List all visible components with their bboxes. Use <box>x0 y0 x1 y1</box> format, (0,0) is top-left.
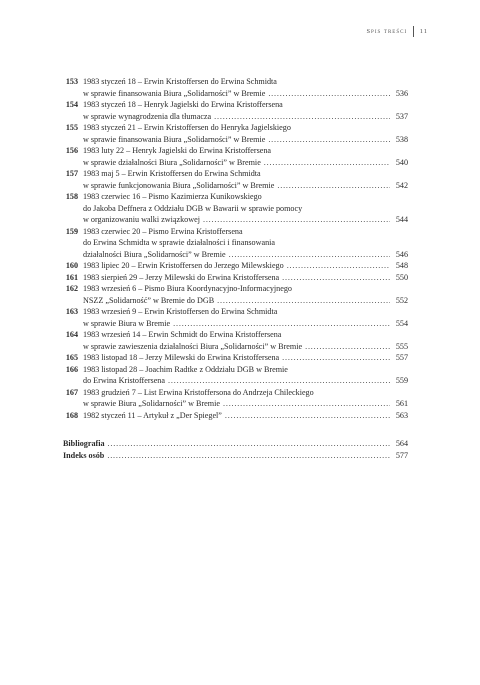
dot-leader <box>282 352 390 364</box>
entry-line <box>83 341 408 353</box>
entry-text: w sprawie finansowania Biura „Solidarności” w Bremie <box>83 134 266 144</box>
entry-page: 557 <box>395 353 408 362</box>
document-number: 157 <box>65 169 78 178</box>
document-number: 153 <box>65 77 78 86</box>
entry-line <box>83 180 408 192</box>
entry-text: 1983 wrzesień 6 – Pismo Biura Koordynacyjno-Informacyjnego <box>83 284 292 293</box>
entry-line <box>83 99 408 111</box>
entry-text: 1983 styczeń 21 – Erwin Kristoffersen do Henryka Jagielskiego <box>83 123 291 132</box>
running-header-title: Spis treści <box>366 28 408 35</box>
dot-leader <box>305 341 390 353</box>
dot-leader <box>214 111 390 123</box>
back-matter-entry <box>63 450 408 462</box>
entry-line <box>83 157 408 169</box>
dot-leader <box>107 450 390 462</box>
dot-leader <box>223 398 390 410</box>
back-matter-page: 564 <box>395 439 408 448</box>
toc-entry <box>63 122 408 145</box>
dot-leader <box>264 157 390 169</box>
dot-leader <box>217 295 390 307</box>
entry-line <box>83 329 408 341</box>
entry-text: do Erwina Schmidta w sprawie działalności i finansowania <box>83 238 276 247</box>
toc-entry <box>63 99 408 122</box>
entry-text: 1983 lipiec 20 – Erwin Kristoffersen do Jerzego Milewskiego <box>83 261 284 270</box>
header-divider <box>413 26 414 37</box>
entry-page: 540 <box>395 157 408 167</box>
entry-page: 537 <box>395 111 408 121</box>
toc-entry <box>63 145 408 168</box>
table-of-contents <box>63 76 408 461</box>
back-matter-title: Indeks osób <box>63 450 105 460</box>
document-number: 158 <box>65 192 78 201</box>
toc-entry <box>63 283 408 306</box>
entry-line <box>83 387 408 399</box>
entry-page: 550 <box>395 272 408 282</box>
entry-text: 1983 wrzesień 14 – Erwin Schmidt do Erwina Kristoffersena <box>83 330 282 339</box>
entry-line <box>83 122 408 134</box>
entry-line <box>83 260 408 272</box>
back-matter-entry <box>63 438 408 450</box>
entry-text: 1983 grudzień 7 – List Erwina Kristoffersona do Andrzeja Chileckiego <box>83 387 314 397</box>
entry-text: w organizowaniu walki związkowej <box>83 215 200 224</box>
entry-text: 1983 styczeń 18 – Erwin Kristoffersen do Erwina Schmidta <box>83 77 277 86</box>
entry-line <box>83 306 408 318</box>
entry-page: 538 <box>395 134 408 144</box>
dot-leader <box>229 249 390 261</box>
toc-entry <box>63 260 408 272</box>
entry-line <box>83 352 408 364</box>
entry-line <box>83 318 408 330</box>
dot-leader <box>282 272 390 284</box>
entry-text: w sprawie Biura „Solidarności” w Bremie <box>83 399 220 408</box>
running-header <box>366 26 428 37</box>
entry-line <box>83 410 408 422</box>
entry-line <box>83 76 408 88</box>
entry-line <box>83 168 408 180</box>
document-number: 166 <box>65 364 78 374</box>
entry-text: w sprawie Biura w Bremie <box>83 318 171 328</box>
entry-text: w sprawie funkcjonowania Biura „Solidarności” w Bremie <box>83 180 275 190</box>
document-number: 159 <box>65 226 78 236</box>
dot-leader <box>287 260 390 272</box>
document-number: 161 <box>65 272 78 282</box>
dot-leader <box>173 318 390 330</box>
dot-leader <box>168 375 390 387</box>
entry-line <box>83 364 408 376</box>
entry-page: 552 <box>395 295 408 305</box>
entry-line <box>83 272 408 284</box>
toc-entry <box>63 272 408 284</box>
entry-text: do Erwina Kristoffersena <box>83 376 165 385</box>
entry-line <box>83 214 408 226</box>
entry-page: 561 <box>395 399 408 408</box>
toc-entry <box>63 410 408 422</box>
entry-page: 546 <box>395 249 408 259</box>
entry-line <box>83 111 408 123</box>
document-number: 162 <box>65 284 78 293</box>
entry-text: 1983 czerwiec 16 – Pismo Kazimierza Kunikowskiego <box>83 192 262 201</box>
entry-text: w sprawie wynagrodzenia dla tłumacza <box>83 111 212 121</box>
dot-leader <box>277 180 390 192</box>
entry-page: 548 <box>395 261 408 270</box>
document-number: 156 <box>65 146 78 155</box>
entry-page: 542 <box>395 180 408 190</box>
toc-entry <box>63 329 408 352</box>
entry-text: 1983 czerwiec 20 – Pismo Erwina Kristoffersena <box>83 226 243 236</box>
entry-text: do Jakoba Deffnera z Oddziału DGB w Bawarii w sprawie pomocy <box>83 203 303 213</box>
entry-line <box>83 134 408 146</box>
entry-page: 559 <box>395 376 408 385</box>
entry-text: 1983 styczeń 18 – Henryk Jagielski do Erwina Kristoffersena <box>83 100 283 109</box>
entry-line <box>83 88 408 100</box>
entry-text: NSZZ „Solidarność” w Bremie do DGB <box>83 295 215 305</box>
entry-line <box>83 203 408 215</box>
entry-text: 1983 listopad 18 – Jerzy Milewski do Erwina Kristoffersena <box>83 353 280 362</box>
page-number: 11 <box>419 28 428 35</box>
entry-page: 563 <box>395 410 408 420</box>
toc-entry <box>63 364 408 387</box>
document-number: 164 <box>65 330 78 339</box>
entry-line <box>83 145 408 157</box>
entry-line <box>83 283 408 295</box>
entry-text: 1982 styczeń 11 – Artykuł z „Der Spiegel” <box>83 410 222 420</box>
dot-leader <box>225 410 390 422</box>
entry-page: 555 <box>395 341 408 351</box>
back-matter-page: 577 <box>395 450 408 460</box>
document-number: 155 <box>65 123 78 132</box>
toc-entry <box>63 168 408 191</box>
entry-text: 1983 maj 5 – Erwin Kristoffersen do Erwina Schmidta <box>83 169 261 178</box>
document-number: 165 <box>65 353 78 362</box>
toc-entry <box>63 306 408 329</box>
section-spacer <box>63 421 408 438</box>
dot-leader <box>203 214 390 226</box>
entry-text: w sprawie zawieszenia działalności Biura „Solidarności” w Bremie <box>83 341 303 351</box>
document-number: 163 <box>65 307 78 316</box>
entry-text: w sprawie działalności Biura „Solidarności” w Bremie <box>83 157 261 167</box>
entry-text: w sprawie finansowania Biura „Solidarności” w Bremie <box>83 88 266 98</box>
entry-page: 554 <box>395 318 408 328</box>
dot-leader <box>108 438 390 450</box>
document-number: 154 <box>65 100 78 109</box>
document-number: 160 <box>65 261 78 270</box>
entry-line <box>83 226 408 238</box>
toc-entry <box>63 191 408 226</box>
document-number: 168 <box>65 410 78 420</box>
toc-entry <box>63 387 408 410</box>
entry-line <box>83 295 408 307</box>
dot-leader <box>268 88 390 100</box>
entry-line <box>83 249 408 261</box>
document-number: 167 <box>65 387 78 397</box>
entry-line <box>83 398 408 410</box>
entry-line <box>83 237 408 249</box>
entry-line <box>83 375 408 387</box>
entry-page: 544 <box>395 215 408 224</box>
dot-leader <box>268 134 390 146</box>
entry-text: 1983 wrzesień 9 – Erwin Kristoffersen do Erwina Schmidta <box>83 307 278 316</box>
toc-entry <box>63 226 408 261</box>
entry-text: 1983 listopad 28 – Joachim Radtke z Oddziału DGB w Bremie <box>83 364 288 374</box>
entry-text: działalności Biura „Solidarności” w Bremie <box>83 249 226 259</box>
toc-entry <box>63 352 408 364</box>
entry-text: 1983 luty 22 – Henryk Jagielski do Erwina Kristoffersena <box>83 146 272 155</box>
toc-entry <box>63 76 408 99</box>
entry-line <box>83 191 408 203</box>
entry-text: 1983 sierpień 29 – Jerzy Milewski do Erwina Kristoffersena <box>83 272 280 282</box>
back-matter-title: Bibliografia <box>63 439 105 448</box>
entry-page: 536 <box>395 88 408 98</box>
